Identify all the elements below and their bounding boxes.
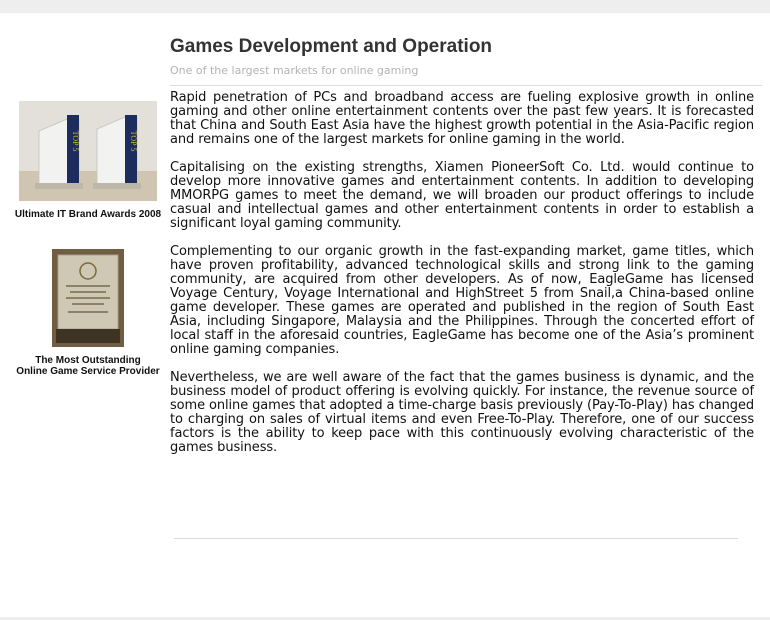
bottom-divider (174, 538, 738, 539)
trophy-2-label: TOP 5 (129, 130, 138, 152)
page-title: Games Development and Operation (170, 36, 493, 57)
awards-sidebar (10, 101, 166, 377)
award-plaque-image (52, 249, 124, 347)
award-trophies-image (19, 101, 157, 201)
award-1-caption: Ultimate IT Brand Awards 2008 (14, 209, 162, 220)
award-2-caption-line2: Online Game Service Provider (16, 366, 160, 377)
award-most-outstanding (10, 249, 166, 377)
paragraph-market-growth: Rapid penetration of PCs and broadband access are fueling explosive growth in online gaming and other online entertainment contents over the past few years. It is forecasted that China and South East Asia have the highest growth potential in the Asia-Pacific region and remains one of the largest markets for online gaming in the world. (170, 90, 754, 147)
top5-trophies-picture (19, 101, 157, 201)
main-content (170, 36, 754, 469)
paragraph-strategy: Capitalising on the existing strengths, Xiamen PioneerSoft Co. Ltd. would continue to develop more innovative games and entertainment contents. In addition to developing MMORPG games to meet the demand, we will broaden our product offerings to include casual and intellectual games and other entertainment contents in order to establish a significant loyal gaming community. (170, 160, 754, 231)
glass-plaque-picture (52, 249, 124, 347)
title-divider (170, 85, 762, 86)
award-ultimate-it-brand (10, 101, 166, 220)
top-bar (0, 0, 770, 13)
award-2-caption (10, 355, 166, 377)
page-subtitle: One of the largest markets for online gaming (170, 64, 419, 77)
paragraph-licensing: Complementing to our organic growth in the fast-expanding market, game titles, which have proven profitability, advanced technological skills and strong link to the gaming community, are acquired from other developers. As of now, EagleGame has licensed Voyage Century, Voyage International and HighStreet 5 from Snail,a China-based online game developer. These games are operated and published in the region of South East Asia, including Singapore, Malaysia and the Philippines. Through the concerted effort of local staff in the aforesaid countries, EagleGame has become one of the Asia’s prominent online gaming companies. (170, 244, 754, 357)
paragraph-business-model: Nevertheless, we are well aware of the fact that the games business is dynamic, and the business model of product offering is evolving quickly. For instance, the revenue source of some online games that adopted a time-charge basis previously (Pay-To-Play) has changed to charging on sales of virtual items and even Free-To-Play. Therefore, one of our success factors is the ability to keep pace with this continuously evolving characteristic of the games business. (170, 370, 754, 455)
trophy-1-label: TOP 5 (71, 130, 80, 152)
article-body (170, 91, 754, 455)
award-2-caption-line1: The Most Outstanding (35, 355, 141, 366)
